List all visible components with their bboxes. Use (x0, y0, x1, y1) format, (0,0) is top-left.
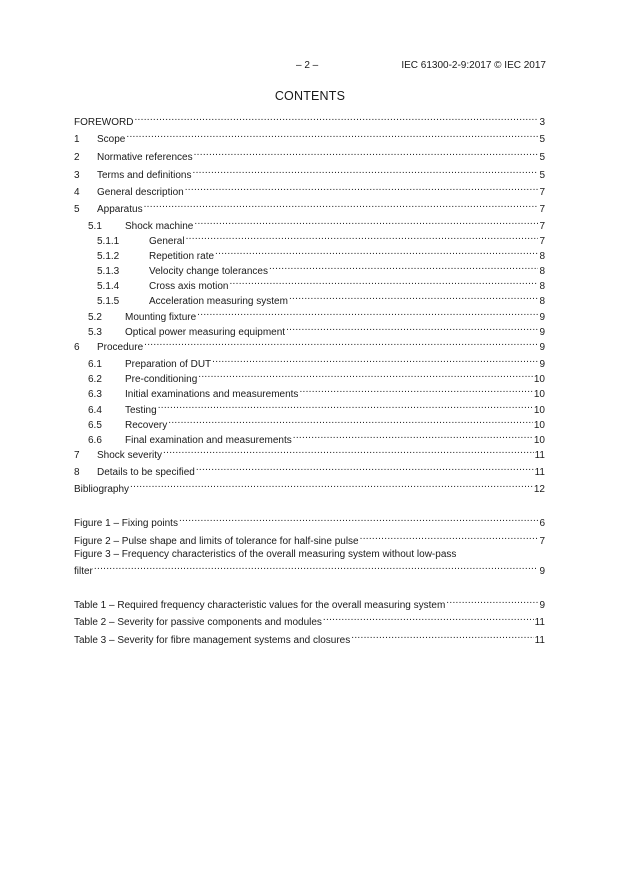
leader-dots (212, 354, 538, 367)
toc-entry-number: 5.2 (88, 312, 102, 323)
leader-dots (126, 129, 538, 142)
toc-entry-page: 7 (539, 204, 545, 215)
toc-entry-title: Terms and definitions (97, 170, 192, 181)
leader-dots (179, 513, 538, 526)
leader-dots (168, 415, 533, 428)
leader-dots (163, 445, 534, 458)
toc-figure-page: 7 (539, 536, 545, 547)
toc-entry-repetition-rate[interactable] (74, 246, 545, 262)
toc-figure-2[interactable] (74, 531, 545, 547)
toc-entry-shock-severity[interactable] (74, 445, 545, 461)
toc-figure-title-continued: filter (74, 566, 93, 577)
leader-dots (269, 261, 538, 274)
toc-entry-page: 9 (539, 312, 545, 323)
toc-entry-number: 5.1 (88, 221, 102, 232)
leader-dots (134, 112, 538, 125)
leader-dots (351, 630, 533, 643)
toc-entry-number: 5.1.1 (97, 236, 120, 247)
toc-entry-final-examination[interactable] (74, 430, 545, 446)
leader-dots (360, 531, 539, 544)
toc-table-title: Table 2 – Severity for passive components and modules (74, 617, 322, 628)
toc-entry-page: 5 (539, 152, 545, 163)
toc-entry-bibliography[interactable] (74, 479, 545, 495)
toc-entry-number: 4 (74, 187, 80, 198)
toc-entry-title: Shock machine (125, 221, 194, 232)
toc-entry-scope[interactable] (74, 129, 545, 145)
toc-entry-number: 7 (74, 450, 80, 461)
toc-entry-normative-references[interactable] (74, 147, 545, 163)
toc-entry-testing[interactable] (74, 400, 545, 416)
toc-figure-1[interactable] (74, 513, 545, 529)
toc-entry-shock-machine[interactable] (74, 216, 545, 232)
toc-table-page: 11 (534, 617, 545, 628)
toc-entry-title: Pre-conditioning (125, 374, 198, 385)
page-header (0, 60, 620, 74)
toc-table-title: Table 1 – Required frequency characteristic values for the overall measuring system (74, 600, 446, 611)
toc-entry-general-description[interactable] (74, 182, 545, 198)
toc-entry-general[interactable] (74, 231, 545, 247)
toc-entry-page: 10 (533, 420, 545, 431)
toc-entry-title: Recovery (125, 420, 168, 431)
toc-entry-preparation-of-dut[interactable] (74, 354, 545, 370)
toc-entry-details-to-be-specified[interactable] (74, 462, 545, 478)
toc-entry-title: Cross axis motion (149, 281, 229, 292)
toc-entry-number: 8 (74, 467, 80, 478)
leader-dots (215, 246, 538, 259)
toc-entry-number: 6.1 (88, 359, 102, 370)
page-number: – 2 – (296, 60, 319, 71)
toc-entry-terms-and-definitions[interactable] (74, 165, 545, 181)
leader-dots (144, 199, 539, 212)
leader-dots (186, 231, 539, 244)
toc-entry-title: Testing (125, 405, 157, 416)
toc-entry-title: Normative references (97, 152, 193, 163)
leader-dots (289, 291, 538, 304)
toc-entry-page: 7 (539, 221, 545, 232)
toc-entry-number: 5.1.5 (97, 296, 120, 307)
leader-dots (197, 307, 538, 320)
leader-dots (323, 612, 534, 625)
toc-entry-initial-examinations[interactable] (74, 384, 545, 400)
toc-entry-page: 10 (533, 374, 545, 385)
toc-entry-title: Repetition rate (149, 251, 215, 262)
toc-entry-page: 10 (533, 389, 545, 400)
toc-entry-number: 6.6 (88, 435, 102, 446)
toc-figure-3[interactable] (74, 548, 545, 578)
leader-dots (94, 561, 539, 574)
toc-entry-velocity-change-tolerances[interactable] (74, 261, 545, 277)
leader-dots (286, 322, 538, 335)
leader-dots (158, 400, 533, 413)
toc-entry-page: 7 (539, 187, 545, 198)
toc-entry-title: Final examination and measurements (125, 435, 292, 446)
contents-heading: CONTENTS (274, 89, 346, 103)
toc-entry-page: 3 (539, 117, 545, 128)
toc-entry-procedure[interactable] (74, 337, 545, 353)
toc-entry-number: 2 (74, 152, 80, 163)
toc-entry-title: Mounting fixture (125, 312, 197, 323)
toc-entry-title: Acceleration measuring system (149, 296, 288, 307)
document-id: IEC 61300-2-9:2017 © IEC 2017 (401, 60, 546, 71)
toc-entry-title: Optical power measuring equipment (125, 327, 286, 338)
toc-entry-apparatus[interactable] (74, 199, 545, 215)
toc-entry-number: 1 (74, 134, 80, 145)
toc-entry-page: 11 (534, 450, 545, 461)
toc-entry-title: General (149, 236, 185, 247)
toc-entry-number: 6.2 (88, 374, 102, 385)
toc-entry-number: 6.4 (88, 405, 102, 416)
leader-dots (130, 479, 533, 492)
toc-entry-title: Initial examinations and measurements (125, 389, 299, 400)
toc-table-page: 9 (539, 600, 545, 611)
leader-dots (446, 595, 538, 608)
toc-entry-title: Procedure (97, 342, 144, 353)
toc-entry-recovery[interactable] (74, 415, 545, 431)
toc-figure-page: 9 (539, 566, 545, 577)
leader-dots (144, 337, 538, 350)
toc-entry-foreword[interactable] (74, 112, 545, 128)
leader-dots (196, 462, 534, 475)
leader-dots (198, 369, 533, 382)
toc-figure-title: Figure 3 – Frequency characteristics of the overall measuring system without low-pass (74, 549, 457, 560)
toc-entry-page: 11 (534, 467, 545, 478)
toc-entry-title: Velocity change tolerances (149, 266, 268, 277)
toc-entry-page: 10 (533, 405, 545, 416)
toc-entry-page: 9 (539, 359, 545, 370)
toc-entry-title: Bibliography (74, 484, 130, 495)
toc-entry-number: 6.3 (88, 389, 102, 400)
toc-table-title: Table 3 – Severity for fibre management systems and closures (74, 635, 351, 646)
toc-entry-title: Details to be specified (97, 467, 195, 478)
toc-entry-title: Preparation of DUT (125, 359, 212, 370)
leader-dots (193, 165, 539, 178)
toc-table-2[interactable] (74, 612, 545, 628)
toc-entry-number: 5.1.2 (97, 251, 120, 262)
toc-entry-mounting-fixture[interactable] (74, 307, 545, 323)
toc-entry-page: 7 (539, 236, 545, 247)
leader-dots (229, 276, 538, 289)
toc-entry-number: 5.1.4 (97, 281, 120, 292)
toc-entry-title: FOREWORD (74, 117, 134, 128)
toc-figure-title: Figure 1 – Fixing points (74, 518, 178, 529)
toc-figure-title: Figure 2 – Pulse shape and limits of tolerance for half-sine pulse (74, 536, 359, 547)
toc-entry-page: 8 (539, 281, 545, 292)
toc-entry-number: 5 (74, 204, 80, 215)
toc-entry-page: 10 (533, 435, 545, 446)
toc-entry-page: 8 (539, 266, 545, 277)
toc-figure-page: 6 (539, 518, 545, 529)
toc-entry-page: 8 (539, 296, 545, 307)
toc-entry-page: 9 (539, 342, 545, 353)
toc-entry-number: 6 (74, 342, 80, 353)
toc-entry-page: 5 (539, 134, 545, 145)
toc-entry-title: Shock severity (97, 450, 163, 461)
toc-entry-number: 3 (74, 170, 80, 181)
toc-entry-title: Scope (97, 134, 126, 145)
toc-entry-page: 8 (539, 251, 545, 262)
toc-entry-number: 5.1.3 (97, 266, 120, 277)
toc-entry-page: 5 (539, 170, 545, 181)
leader-dots (194, 216, 538, 229)
toc-entry-pre-conditioning[interactable] (74, 369, 545, 385)
toc-table-1[interactable] (74, 595, 545, 611)
toc-entry-acceleration-measuring-system[interactable] (74, 291, 545, 307)
leader-dots (293, 430, 533, 443)
leader-dots (299, 384, 532, 397)
toc-entry-page: 9 (539, 327, 545, 338)
leader-dots (194, 147, 539, 160)
leader-dots (185, 182, 539, 195)
toc-entry-optical-power-measuring-equipment[interactable] (74, 322, 545, 338)
toc-entry-page: 12 (533, 484, 545, 495)
toc-entry-cross-axis-motion[interactable] (74, 276, 545, 292)
toc-entry-number: 5.3 (88, 327, 102, 338)
toc-entry-number: 6.5 (88, 420, 102, 431)
toc-table-page: 11 (534, 635, 545, 646)
toc-table-3[interactable] (74, 630, 545, 646)
toc-entry-title: Apparatus (97, 204, 143, 215)
toc-entry-title: General description (97, 187, 184, 198)
